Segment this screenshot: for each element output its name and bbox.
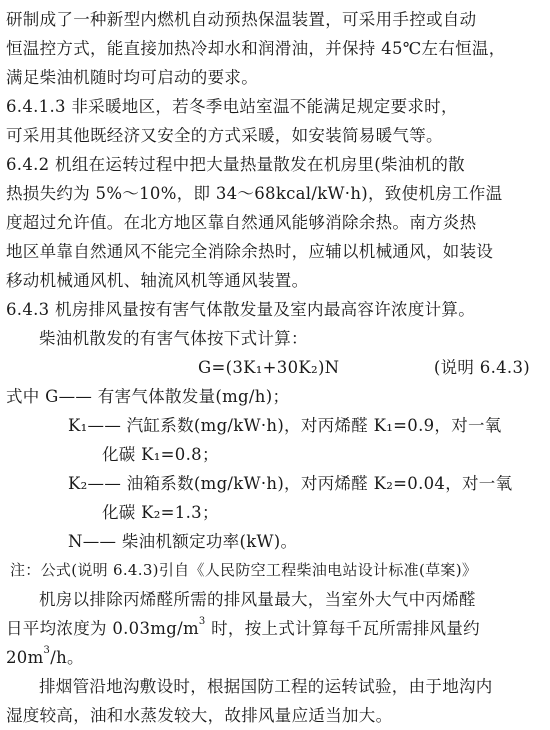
- text-line: 恒温控方式，能直接加热冷却水和润滑油，并保持 45℃左右恒温，: [6, 39, 506, 58]
- text-line: 满足柴油机随时均可启动的要求。: [6, 68, 258, 87]
- formula-tag: (说明 6.4.3): [433, 358, 530, 377]
- text-segment: 日平均浓度为 0.03mg/m: [6, 619, 199, 638]
- definition-line: K₁—— 汽缸系数(mg/kW·h)，对丙烯醛 K₁=0.9，对一氧: [68, 416, 502, 435]
- section-heading-6-4-3: 6.4.3 机房排风量按有害气体散发量及室内最高容许浓度计算。: [6, 300, 476, 319]
- text-line: [6, 643, 542, 672]
- text-segment: /h。: [50, 648, 84, 667]
- text-line: 柴油机散发的有害气体按下式计算：: [39, 329, 308, 348]
- definition-line: 化碳 K₂=1.3；: [102, 503, 219, 522]
- definition-line: 式中 G—— 有害气体散发量(mg/h)；: [6, 387, 290, 406]
- text-line: [6, 614, 542, 643]
- definition-line: K₂—— 油箱系数(mg/kW·h)，对丙烯醛 K₂=0.04，对一氧: [68, 474, 513, 493]
- text-line: 机房以排除丙烯醛所需的排风量最大，当室外大气中丙烯醛: [39, 590, 476, 609]
- text-segment: 时，按上式计算每千瓦所需排风量约: [205, 619, 480, 638]
- text-line: 移动机械通风机、轴流风机等通风装置。: [6, 271, 309, 290]
- definition-line: 化碳 K₁=0.8；: [102, 445, 219, 464]
- text-line: 排烟管沿地沟敷设时，根据国防工程的运转试验，由于地沟内: [39, 677, 493, 696]
- superscript: 3: [43, 645, 51, 656]
- section-heading-6-4-2: 6.4.2 机组在运转过程中把大量热量散发在机房里(柴油机的散: [6, 155, 465, 174]
- formula: G=(3K₁+30K₂)N: [198, 358, 340, 377]
- text-line: 可采用其他既经济又安全的方式采暖，如安装简易暖气等。: [6, 126, 443, 145]
- text-line: 研制成了一种新型内燃机自动预热保温装置，可采用手控或自动: [6, 10, 477, 29]
- superscript: 3: [198, 616, 206, 627]
- definition-line: N—— 柴油机额定功率(kW)。: [68, 532, 298, 551]
- note-line: 注：公式(说明 6.4.3)引自《人民防空工程柴油电站设计标准(草案)》: [10, 561, 478, 579]
- text-line: 湿度较高，油和水蒸发较大，故排风量应适当加大。: [6, 706, 393, 725]
- formula-line: [6, 353, 542, 382]
- text-segment: 20m: [6, 648, 44, 667]
- text-line: 地区单靠自然通风不能完全消除余热时，应辅以机械通风，如装设: [6, 242, 494, 261]
- text-line: 热损失约为 5%～10%，即 34～68kcal/kW·h)，致使机房工作温: [6, 184, 503, 203]
- text-line: 度超过允许值。在北方地区靠自然通风能够消除余热。南方炎热: [6, 213, 477, 232]
- section-heading-6-4-1-3: 6.4.1.3 非采暖地区，若冬季电站室温不能满足规定要求时，: [6, 97, 458, 116]
